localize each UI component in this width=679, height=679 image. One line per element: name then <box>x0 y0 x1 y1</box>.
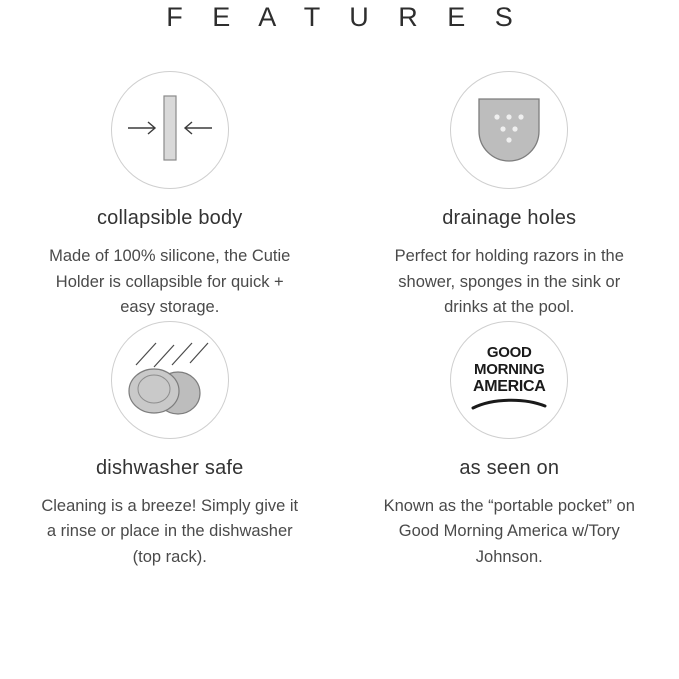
features-grid <box>0 71 679 570</box>
feature-title: dishwasher safe <box>95 456 244 479</box>
dishwasher-plates-icon <box>120 331 220 428</box>
feature-collapsible-body <box>0 71 340 321</box>
gma-logo-line-2: MORNING <box>474 361 545 379</box>
gma-logo-line-3: AMERICA <box>472 378 546 396</box>
feature-dishwasher-safe <box>0 321 340 571</box>
feature-description: Made of 100% silicone, the Cutie Holder is collapsible for quick + easy storage. <box>49 247 291 317</box>
feature-title: as seen on <box>459 456 560 479</box>
feature-as-seen-on <box>340 321 679 571</box>
feature-description: Cleaning is a breeze! Simply give it a rinse or place in the dishwasher (top rack). <box>41 496 299 566</box>
feature-icon-circle <box>111 321 229 439</box>
page-title: F E A T U R E S <box>166 2 524 32</box>
feature-drainage-holes <box>340 71 679 321</box>
feature-icon-circle <box>450 321 568 439</box>
feature-title: drainage holes <box>442 207 577 229</box>
gma-logo-line-1: GOOD <box>486 344 532 362</box>
collapse-arrows-icon <box>122 88 218 173</box>
feature-description: Known as the “portable pocket” on Good Morning America w/Tory Johnson. <box>383 496 635 566</box>
feature-title: collapsible body <box>96 207 243 229</box>
feature-icon-circle <box>450 71 568 189</box>
good-morning-america-logo-icon <box>465 336 553 424</box>
feature-icon-circle <box>111 71 229 189</box>
drainage-holes-icon <box>469 89 549 172</box>
gma-logo-swoosh-icon <box>471 398 547 414</box>
feature-description: Perfect for holding razors in the shower, sponges in the sink or drinks at the pool. <box>394 247 624 317</box>
